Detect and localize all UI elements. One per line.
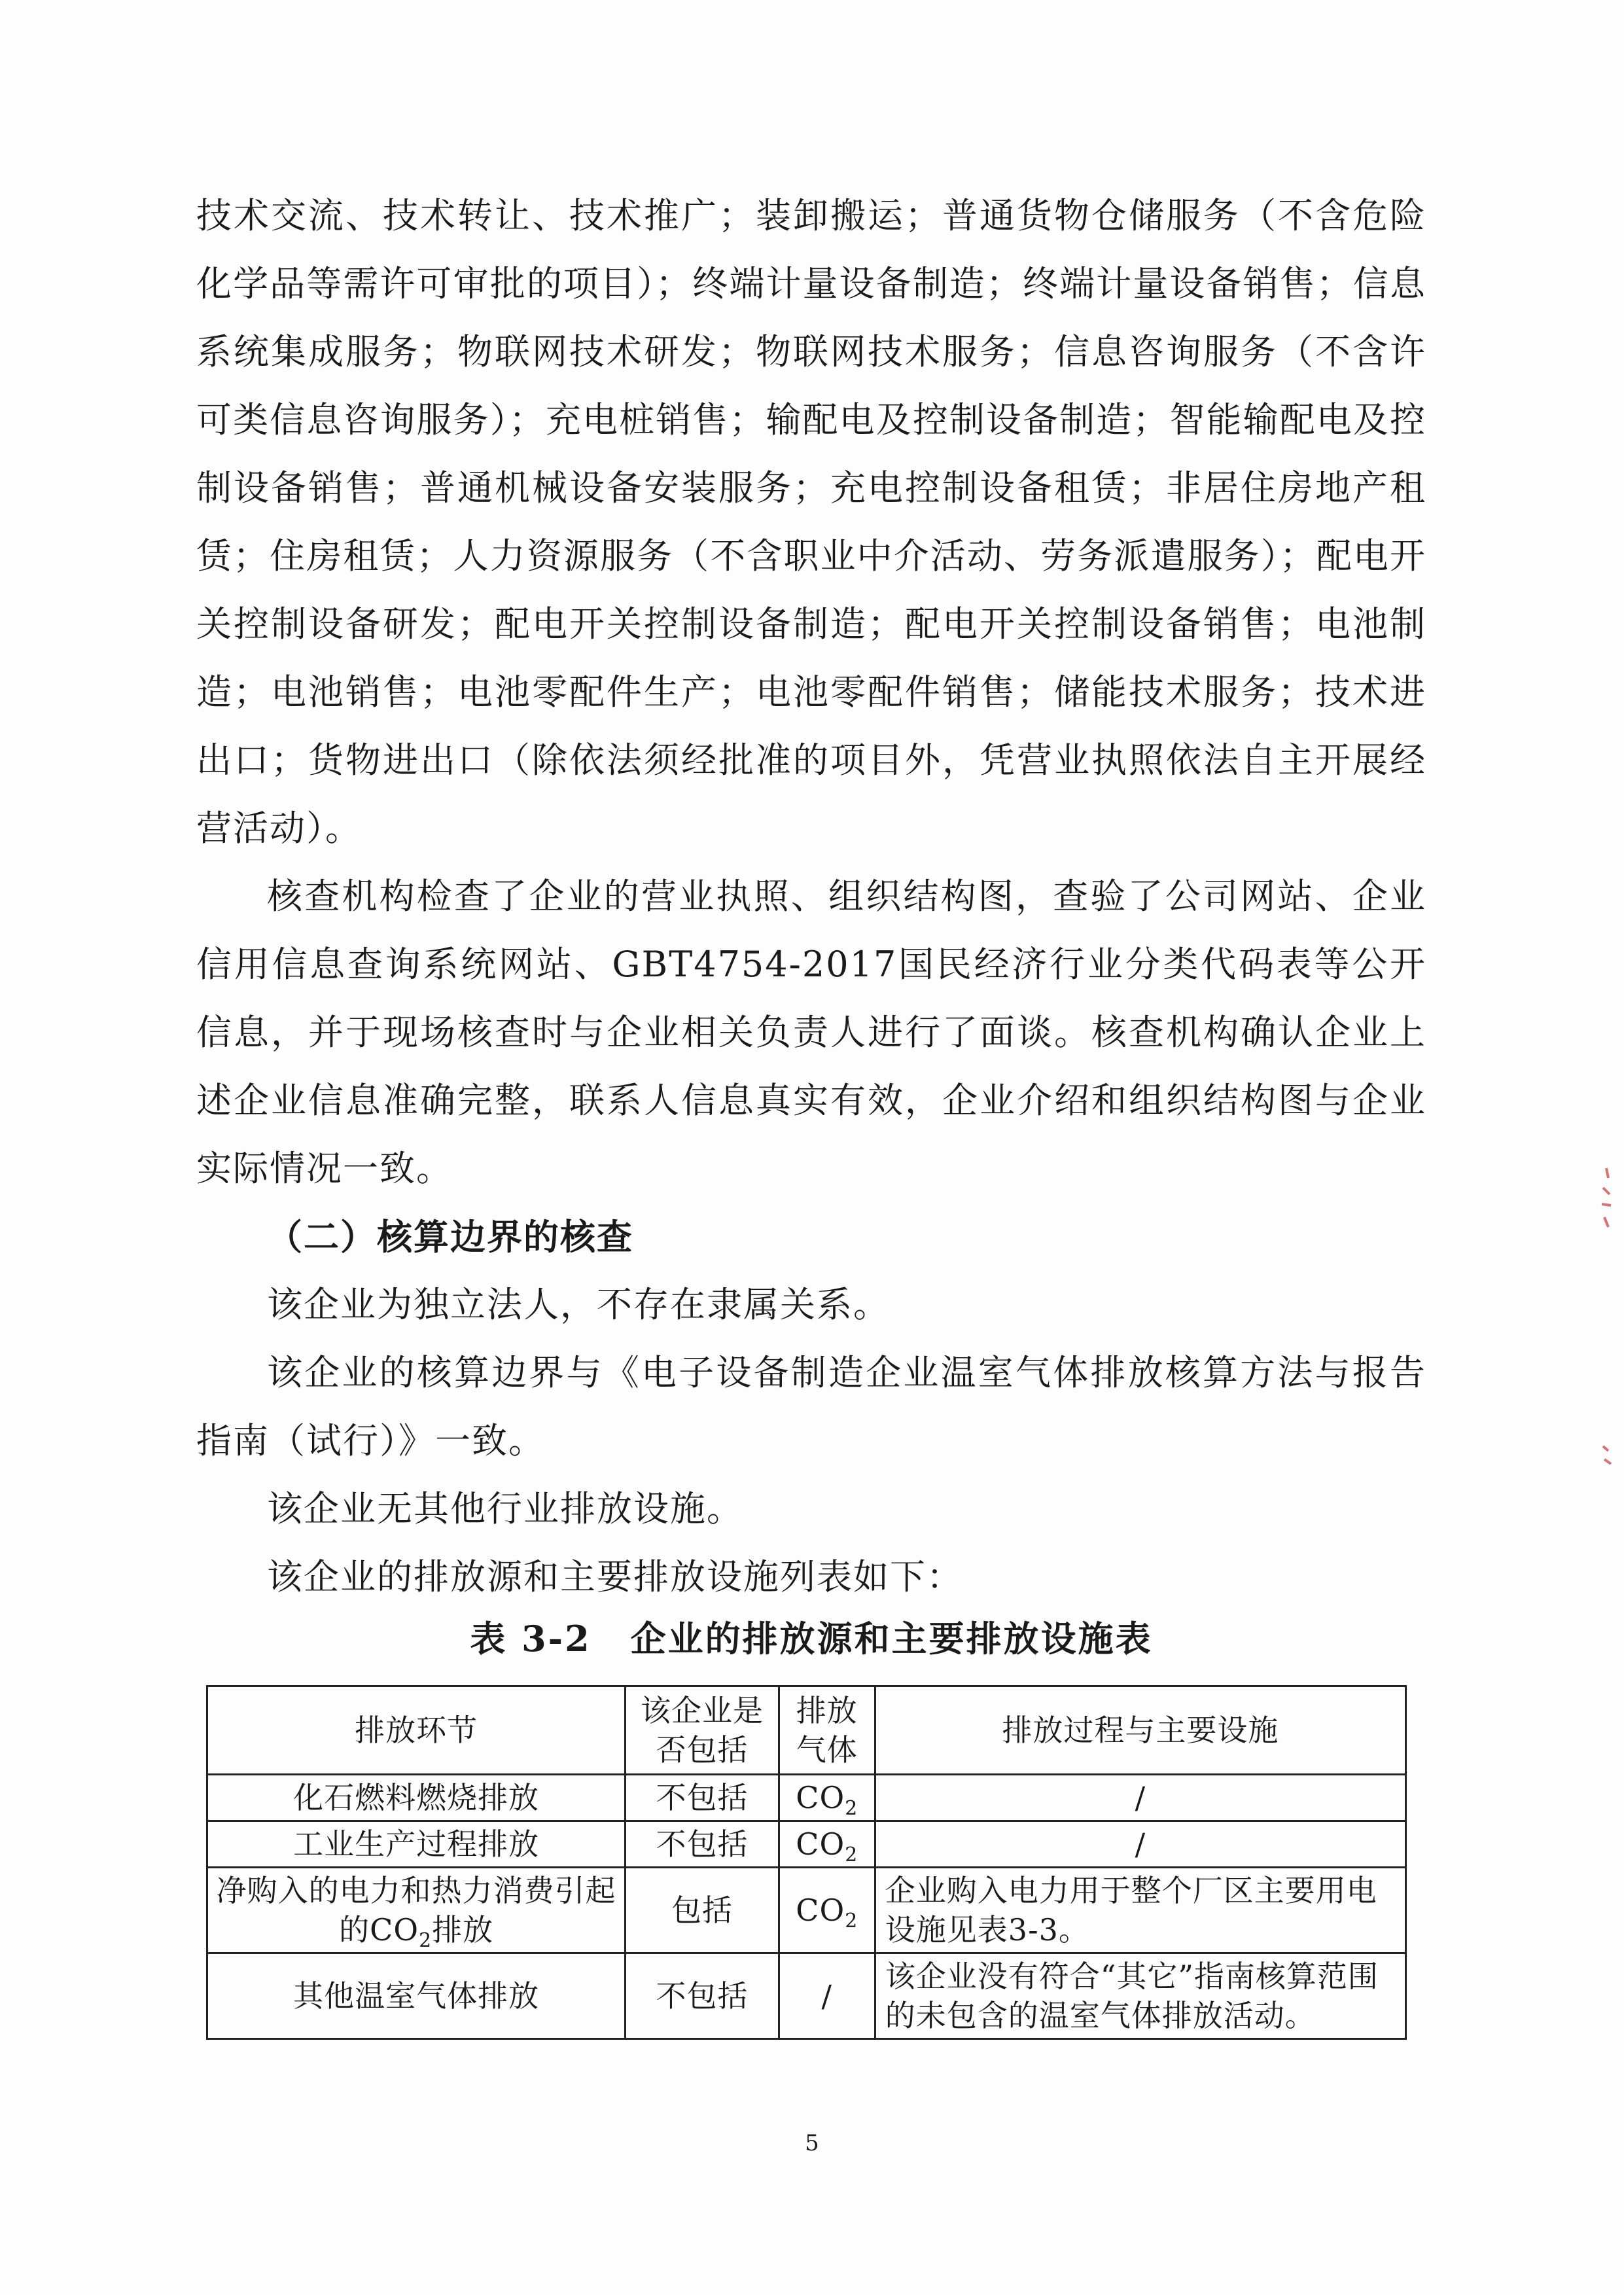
table-caption — [196, 1611, 1426, 1662]
cell-desc: / — [875, 1775, 1405, 1821]
gas-formula: CO — [796, 1780, 845, 1815]
cell-included: 不包括 — [626, 1821, 779, 1868]
emission-source-table — [206, 1685, 1407, 2040]
gas-subscript: 2 — [845, 1797, 858, 1821]
table-row — [207, 1775, 1406, 1821]
table-header-row — [207, 1686, 1406, 1775]
table-caption-title: 企业的排放源和主要排放设施表 — [630, 1618, 1153, 1660]
seal-fragment-icon — [1597, 1443, 1616, 1469]
gas-formula: CO — [796, 1893, 845, 1928]
body-text-main — [196, 863, 1426, 1611]
page-number: 5 — [805, 2130, 819, 2156]
header-process: 排放过程与主要设施 — [875, 1686, 1405, 1775]
cell-stage: 工业生产过程排放 — [207, 1821, 626, 1868]
cell-included: 不包括 — [626, 1953, 779, 2039]
cell-gas: / — [779, 1953, 875, 2039]
paragraph-legal-entity: 该企业为独立法人，不存在隶属关系。 — [267, 1284, 890, 1325]
cell-desc: 企业购入电力用于整个厂区主要用电设施见表3-3。 — [875, 1868, 1405, 1953]
header-gas: 排放气体 — [779, 1686, 875, 1775]
cell-gas — [779, 1821, 875, 1868]
paragraph-boundary: 该企业的核算边界与《电子设备制造企业温室气体排放核算方法与报告指南（试行）》一致。 — [196, 1352, 1426, 1461]
table-row — [207, 1953, 1406, 2039]
paragraph-verification: 核查机构检查了企业的营业执照、组织结构图，查验了公司网站、企业信用信息查询系统网站、GBT4754-2017国民经济行业分类代码表等公开信息，并于现场核查时与企业相关负责人进行了面谈。核查机构确认企业上述企业信息准确完整，联系人信息真实有效，企业介绍和组织结构图与企业实际情况一致。 — [196, 876, 1426, 1189]
seal-fragment-icon — [1597, 1165, 1616, 1237]
cell-stage: 化石燃料燃烧排放 — [207, 1775, 626, 1821]
paragraph-business-scope: 技术交流、技术转让、技术推广；装卸搬运；普通货物仓储服务（不含危险化学品等需许可审批的项目）；终端计量设备制造；终端计量设备销售；信息系统集成服务；物联网技术研发；物联网技术服务；信息咨询服务（不含许可类信息咨询服务）；充电桩销售；输配电及控制设备制造；智能输配电及控制设备销售；普通机械设备安装服务；充电控制设备租赁；非居住房地产租赁；住房租赁；人力资源服务（不含职业中介活动、劳务派遣服务）；配电开关控制设备研发；配电开关控制设备制造；配电开关控制设备销售；电池制造；电池销售；电池零配件生产；电池零配件销售；储能技术服务；技术进出口；货物进出口（除依法须经批准的项目外，凭营业执照依法自主开展经营活动）。 — [196, 195, 1426, 849]
gas-subscript: 2 — [845, 1910, 858, 1933]
body-text-top — [196, 182, 1426, 863]
paragraph-no-other-facilities: 该企业无其他行业排放设施。 — [267, 1488, 743, 1529]
stage-text: 净购入的电力和热力消费引起的CO — [216, 1873, 616, 1948]
table-row — [207, 1821, 1406, 1868]
header-stage: 排放环节 — [207, 1686, 626, 1775]
section-heading: （二）核算边界的核查 — [267, 1216, 633, 1258]
cell-stage: 其他温室气体排放 — [207, 1953, 626, 2039]
table-row — [207, 1868, 1406, 1953]
paragraph-table-intro: 该企业的排放源和主要排放设施列表如下： — [267, 1556, 963, 1597]
cell-included: 包括 — [626, 1868, 779, 1953]
cell-desc: 该企业没有符合“其它”指南核算范围的未包含的温室气体排放活动。 — [875, 1953, 1405, 2039]
gas-formula: CO — [796, 1826, 845, 1862]
cell-stage — [207, 1868, 626, 1953]
header-included: 该企业是否包括 — [626, 1686, 779, 1775]
cell-gas — [779, 1775, 875, 1821]
cell-included: 不包括 — [626, 1775, 779, 1821]
cell-desc: / — [875, 1821, 1405, 1868]
stage-text-end: 排放 — [432, 1912, 494, 1948]
gas-subscript: 2 — [845, 1843, 858, 1867]
stage-subscript: 2 — [419, 1929, 432, 1953]
table-caption-number: 表 3-2 — [470, 1618, 591, 1660]
cell-gas — [779, 1868, 875, 1953]
